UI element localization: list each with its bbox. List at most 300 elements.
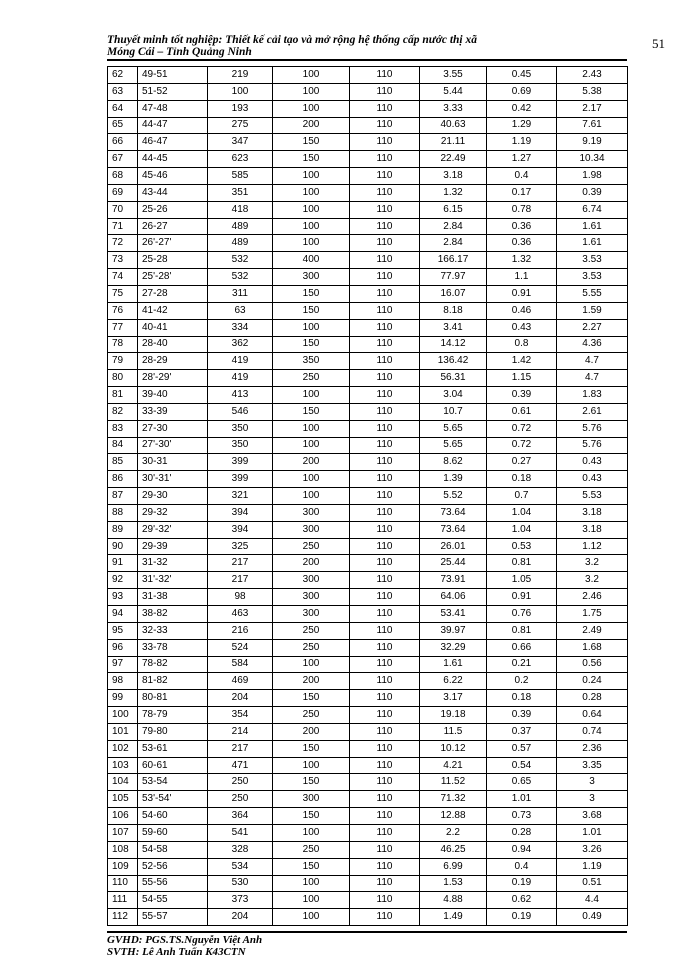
table-cell: 1.61 [557, 218, 628, 235]
table-cell: 0.54 [487, 757, 557, 774]
table-cell: 101 [108, 723, 138, 740]
table-cell: 300 [273, 521, 350, 538]
table-cell: 110 [350, 454, 420, 471]
table-cell: 1.19 [557, 858, 628, 875]
table-cell: 52-56 [138, 858, 208, 875]
table-cell: 62 [108, 67, 138, 84]
table-row [108, 622, 628, 639]
table-cell: 3.53 [557, 252, 628, 269]
table-cell: 80-81 [138, 690, 208, 707]
table-cell: 22.49 [420, 151, 487, 168]
table-cell: 150 [273, 302, 350, 319]
table-cell: 110 [350, 100, 420, 117]
table-cell: 100 [273, 319, 350, 336]
table-cell: 0.42 [487, 100, 557, 117]
table-cell: 88 [108, 504, 138, 521]
table-cell: 64.06 [420, 589, 487, 606]
table-cell: 150 [273, 740, 350, 757]
table-cell: 300 [273, 606, 350, 623]
table-cell: 53'-54' [138, 791, 208, 808]
table-cell: 53-54 [138, 774, 208, 791]
table-cell: 110 [350, 235, 420, 252]
table-cell: 63 [108, 83, 138, 100]
table-cell: 204 [208, 909, 273, 926]
table-cell: 110 [350, 639, 420, 656]
table-cell: 250 [273, 707, 350, 724]
table-cell: 110 [350, 134, 420, 151]
table-row [108, 437, 628, 454]
table-cell: 0.28 [557, 690, 628, 707]
table-row [108, 808, 628, 825]
table-row [108, 471, 628, 488]
table-row [108, 403, 628, 420]
table-cell: 100 [273, 437, 350, 454]
table-cell: 31'-32' [138, 572, 208, 589]
table-cell: 86 [108, 471, 138, 488]
table-cell: 110 [350, 319, 420, 336]
table-cell: 136.42 [420, 353, 487, 370]
table-cell: 150 [273, 134, 350, 151]
table-cell: 100 [273, 100, 350, 117]
table-cell: 105 [108, 791, 138, 808]
table-cell: 110 [350, 707, 420, 724]
table-cell: 200 [273, 723, 350, 740]
table-cell: 14.12 [420, 336, 487, 353]
table-row [108, 757, 628, 774]
table-cell: 321 [208, 488, 273, 505]
table-cell: 110 [350, 808, 420, 825]
table-cell: 53-61 [138, 740, 208, 757]
table-cell: 110 [350, 168, 420, 185]
table-cell: 217 [208, 555, 273, 572]
table-cell: 1.01 [557, 824, 628, 841]
table-cell: 21.11 [420, 134, 487, 151]
table-cell: 46.25 [420, 841, 487, 858]
table-cell: 100 [273, 83, 350, 100]
table-cell: 0.56 [557, 656, 628, 673]
table-cell: 110 [350, 285, 420, 302]
table-cell: 111 [108, 892, 138, 909]
table-cell: 532 [208, 252, 273, 269]
table-cell: 350 [273, 353, 350, 370]
table-row [108, 723, 628, 740]
table-cell: 584 [208, 656, 273, 673]
table-cell: 200 [273, 673, 350, 690]
table-cell: 0.43 [557, 471, 628, 488]
table-cell: 110 [350, 201, 420, 218]
table-row [108, 151, 628, 168]
table-cell: 0.39 [487, 707, 557, 724]
pipe-data-table [107, 66, 628, 926]
table-cell: 3 [557, 774, 628, 791]
table-cell: 98 [108, 673, 138, 690]
table-cell: 0.24 [557, 673, 628, 690]
table-cell: 150 [273, 336, 350, 353]
table-cell: 33-78 [138, 639, 208, 656]
table-cell: 77 [108, 319, 138, 336]
table-cell: 5.76 [557, 420, 628, 437]
table-cell: 1.29 [487, 117, 557, 134]
table-cell: 110 [350, 353, 420, 370]
table-cell: 6.74 [557, 201, 628, 218]
table-cell: 3.53 [557, 269, 628, 286]
table-cell: 0.64 [557, 707, 628, 724]
table-cell: 85 [108, 454, 138, 471]
table-cell: 59-60 [138, 824, 208, 841]
table-cell: 100 [108, 707, 138, 724]
table-row [108, 302, 628, 319]
table-cell: 25-26 [138, 201, 208, 218]
table-cell: 97 [108, 656, 138, 673]
table-cell: 33-39 [138, 403, 208, 420]
table-cell: 1.19 [487, 134, 557, 151]
table-cell: 1.59 [557, 302, 628, 319]
table-cell: 67 [108, 151, 138, 168]
table-cell: 334 [208, 319, 273, 336]
table-cell: 0.49 [557, 909, 628, 926]
table-cell: 1.68 [557, 639, 628, 656]
table-cell: 217 [208, 740, 273, 757]
table-cell: 12.88 [420, 808, 487, 825]
table-cell: 216 [208, 622, 273, 639]
table-cell: 10.12 [420, 740, 487, 757]
table-cell: 150 [273, 403, 350, 420]
table-row [108, 774, 628, 791]
table-cell: 19.18 [420, 707, 487, 724]
table-cell: 25'-28' [138, 269, 208, 286]
table-cell: 81-82 [138, 673, 208, 690]
table-cell: 541 [208, 824, 273, 841]
table-cell: 38-82 [138, 606, 208, 623]
table-cell: 112 [108, 909, 138, 926]
table-row [108, 488, 628, 505]
table-cell: 110 [350, 606, 420, 623]
table-cell: 0.46 [487, 302, 557, 319]
table-cell: 46-47 [138, 134, 208, 151]
table-row [108, 100, 628, 117]
table-cell: 87 [108, 488, 138, 505]
table-row [108, 184, 628, 201]
table-cell: 83 [108, 420, 138, 437]
table-cell: 5.52 [420, 488, 487, 505]
table-cell: 102 [108, 740, 138, 757]
table-cell: 1.98 [557, 168, 628, 185]
table-row [108, 639, 628, 656]
table-cell: 0.37 [487, 723, 557, 740]
table-cell: 81 [108, 387, 138, 404]
table-cell: 350 [208, 437, 273, 454]
table-cell: 100 [273, 488, 350, 505]
table-cell: 110 [350, 387, 420, 404]
table-cell: 65 [108, 117, 138, 134]
table-cell: 300 [273, 572, 350, 589]
table-cell: 95 [108, 622, 138, 639]
table-cell: 2.84 [420, 235, 487, 252]
table-cell: 3.04 [420, 387, 487, 404]
table-row [108, 572, 628, 589]
table-cell: 4.4 [557, 892, 628, 909]
table-cell: 51-52 [138, 83, 208, 100]
table-cell: 2.17 [557, 100, 628, 117]
table-cell: 2.2 [420, 824, 487, 841]
header-line-2: Móng Cái – Tỉnh Quảng Ninh [107, 46, 252, 58]
table-cell: 11.52 [420, 774, 487, 791]
table-row [108, 117, 628, 134]
table-cell: 200 [273, 117, 350, 134]
table-cell: 89 [108, 521, 138, 538]
table-cell: 5.65 [420, 420, 487, 437]
table-cell: 0.17 [487, 184, 557, 201]
table-cell: 80 [108, 370, 138, 387]
table-cell: 64 [108, 100, 138, 117]
table-cell: 7.61 [557, 117, 628, 134]
table-cell: 110 [350, 403, 420, 420]
table-cell: 0.53 [487, 538, 557, 555]
table-cell: 1.42 [487, 353, 557, 370]
table-cell: 3.33 [420, 100, 487, 117]
table-cell: 0.28 [487, 824, 557, 841]
table-cell: 1.04 [487, 521, 557, 538]
table-cell: 5.65 [420, 437, 487, 454]
table-cell: 31-32 [138, 555, 208, 572]
table-cell: 546 [208, 403, 273, 420]
table-row [108, 319, 628, 336]
table-cell: 150 [273, 858, 350, 875]
table-cell: 524 [208, 639, 273, 656]
table-cell: 219 [208, 67, 273, 84]
table-cell: 0.39 [487, 387, 557, 404]
table-cell: 1.1 [487, 269, 557, 286]
table-cell: 5.76 [557, 437, 628, 454]
table-cell: 44-47 [138, 117, 208, 134]
table-cell: 0.81 [487, 622, 557, 639]
table-cell: 16.07 [420, 285, 487, 302]
table-row [108, 269, 628, 286]
table-row [108, 791, 628, 808]
table-cell: 110 [350, 151, 420, 168]
table-cell: 2.27 [557, 319, 628, 336]
table-cell: 1.32 [420, 184, 487, 201]
table-cell: 0.2 [487, 673, 557, 690]
table-cell: 73.64 [420, 521, 487, 538]
table-cell: 56.31 [420, 370, 487, 387]
table-cell: 10.34 [557, 151, 628, 168]
table-row [108, 370, 628, 387]
table-cell: 150 [273, 808, 350, 825]
table-row [108, 824, 628, 841]
table-cell: 5.44 [420, 83, 487, 100]
table-cell: 11.5 [420, 723, 487, 740]
table-cell: 98 [208, 589, 273, 606]
table-cell: 25.44 [420, 555, 487, 572]
table-cell: 63 [208, 302, 273, 319]
table-cell: 394 [208, 521, 273, 538]
table-cell: 103 [108, 757, 138, 774]
table-cell: 300 [273, 589, 350, 606]
table-cell: 3.18 [557, 504, 628, 521]
table-cell: 1.75 [557, 606, 628, 623]
table-cell: 214 [208, 723, 273, 740]
table-cell: 250 [273, 639, 350, 656]
table-cell: 300 [273, 269, 350, 286]
table-cell: 110 [350, 757, 420, 774]
table-row [108, 67, 628, 84]
table-cell: 110 [350, 656, 420, 673]
table-cell: 100 [273, 201, 350, 218]
table-cell: 150 [273, 151, 350, 168]
table-cell: 1.32 [487, 252, 557, 269]
table-cell: 0.72 [487, 420, 557, 437]
table-cell: 275 [208, 117, 273, 134]
table-row [108, 589, 628, 606]
table-cell: 31-38 [138, 589, 208, 606]
table-cell: 0.43 [487, 319, 557, 336]
table-row [108, 740, 628, 757]
table-cell: 419 [208, 370, 273, 387]
table-row [108, 555, 628, 572]
table-cell: 29-32 [138, 504, 208, 521]
table-cell: 100 [273, 656, 350, 673]
table-row [108, 606, 628, 623]
table-cell: 399 [208, 454, 273, 471]
table-cell: 0.4 [487, 858, 557, 875]
table-cell: 79 [108, 353, 138, 370]
table-cell: 0.7 [487, 488, 557, 505]
table-row [108, 168, 628, 185]
table-cell: 250 [208, 774, 273, 791]
table-cell: 30'-31' [138, 471, 208, 488]
table-cell: 28-29 [138, 353, 208, 370]
table-cell: 39-40 [138, 387, 208, 404]
table-cell: 99 [108, 690, 138, 707]
table-cell: 1.53 [420, 875, 487, 892]
table-cell: 4.21 [420, 757, 487, 774]
table-cell: 110 [350, 218, 420, 235]
table-cell: 6.22 [420, 673, 487, 690]
table-row [108, 353, 628, 370]
table-cell: 0.62 [487, 892, 557, 909]
table-cell: 27'-30' [138, 437, 208, 454]
table-cell: 0.72 [487, 437, 557, 454]
table-cell: 1.15 [487, 370, 557, 387]
table-cell: 110 [350, 184, 420, 201]
table-cell: 0.94 [487, 841, 557, 858]
table-cell: 0.57 [487, 740, 557, 757]
table-row [108, 218, 628, 235]
table-cell: 0.4 [487, 168, 557, 185]
table-cell: 413 [208, 387, 273, 404]
table-cell: 0.8 [487, 336, 557, 353]
table-cell: 60-61 [138, 757, 208, 774]
table-cell: 3.26 [557, 841, 628, 858]
table-cell: 1.61 [420, 656, 487, 673]
table-row [108, 235, 628, 252]
table-cell: 8.62 [420, 454, 487, 471]
table-cell: 110 [350, 824, 420, 841]
table-cell: 1.49 [420, 909, 487, 926]
table-cell: 10.7 [420, 403, 487, 420]
table-cell: 110 [350, 589, 420, 606]
table-cell: 585 [208, 168, 273, 185]
table-cell: 200 [273, 454, 350, 471]
table-cell: 150 [273, 774, 350, 791]
table-cell: 25-28 [138, 252, 208, 269]
table-cell: 66 [108, 134, 138, 151]
table-cell: 0.43 [557, 454, 628, 471]
table-cell: 0.45 [487, 67, 557, 84]
table-row [108, 690, 628, 707]
table-cell: 3.18 [557, 521, 628, 538]
table-cell: 90 [108, 538, 138, 555]
table-cell: 351 [208, 184, 273, 201]
table-cell: 193 [208, 100, 273, 117]
table-cell: 47-48 [138, 100, 208, 117]
table-cell: 1.61 [557, 235, 628, 252]
footer-supervisor: GVHD: PGS.TS.Nguyễn Việt Anh [107, 934, 263, 946]
table-row [108, 134, 628, 151]
table-cell: 204 [208, 690, 273, 707]
table-cell: 29-39 [138, 538, 208, 555]
table-cell: 110 [350, 740, 420, 757]
table-cell: 30-31 [138, 454, 208, 471]
table-cell: 3 [557, 791, 628, 808]
table-cell: 100 [273, 892, 350, 909]
table-cell: 250 [208, 791, 273, 808]
table-cell: 3.41 [420, 319, 487, 336]
table-row [108, 521, 628, 538]
table-cell: 110 [350, 538, 420, 555]
table-cell: 110 [350, 83, 420, 100]
table-cell: 5.38 [557, 83, 628, 100]
table-cell: 1.12 [557, 538, 628, 555]
table-row [108, 454, 628, 471]
table-cell: 0.76 [487, 606, 557, 623]
table-cell: 400 [273, 252, 350, 269]
table-cell: 69 [108, 184, 138, 201]
table-cell: 100 [273, 387, 350, 404]
table-cell: 28-40 [138, 336, 208, 353]
table-cell: 78-82 [138, 656, 208, 673]
table-cell: 110 [350, 555, 420, 572]
table-cell: 166.17 [420, 252, 487, 269]
table-cell: 354 [208, 707, 273, 724]
table-cell: 110 [350, 673, 420, 690]
table-cell: 0.18 [487, 690, 557, 707]
table-cell: 41-42 [138, 302, 208, 319]
table-cell: 110 [108, 875, 138, 892]
table-cell: 26.01 [420, 538, 487, 555]
table-cell: 55-57 [138, 909, 208, 926]
table-cell: 1.27 [487, 151, 557, 168]
table-cell: 0.19 [487, 875, 557, 892]
footer-student: SVTH: Lê Anh Tuấn K43CTN [107, 945, 246, 958]
table-cell: 150 [273, 690, 350, 707]
table-cell: 4.7 [557, 370, 628, 387]
table-row [108, 909, 628, 926]
table-cell: 8.18 [420, 302, 487, 319]
table-cell: 71.32 [420, 791, 487, 808]
table-cell: 110 [350, 774, 420, 791]
table-cell: 1.04 [487, 504, 557, 521]
table-body [108, 67, 628, 926]
table-cell: 26-27 [138, 218, 208, 235]
table-row [108, 201, 628, 218]
page-number: 51 [652, 36, 665, 51]
table-cell: 40.63 [420, 117, 487, 134]
table-cell: 71 [108, 218, 138, 235]
table-cell: 250 [273, 841, 350, 858]
table-cell: 100 [273, 420, 350, 437]
